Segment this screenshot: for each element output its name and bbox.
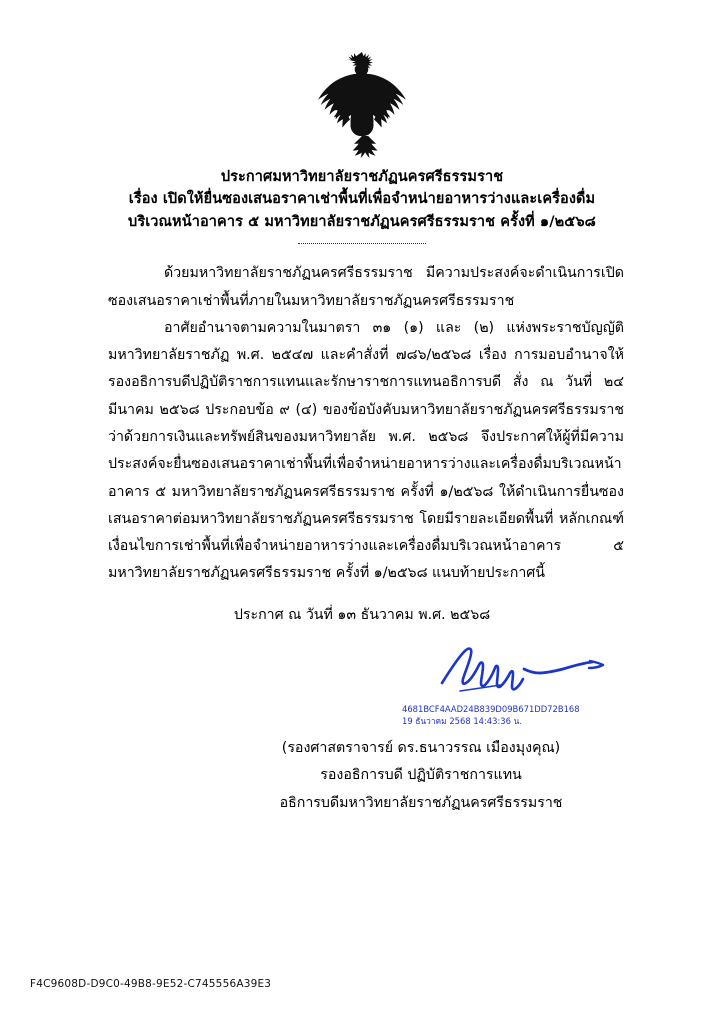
signature-area: [0, 631, 724, 749]
signatory-name: (รองศาสตราจารย์ ดร.ธนาวรรณ เมืองมุงคุณ): [281, 739, 561, 756]
signatory-position-1: รองอธิการบดี ปฏิบัติราชการแทน: [320, 767, 522, 784]
paragraph-2: [108, 315, 624, 588]
stamp-datetime: 19 ธันวาคม 2568 14:43:36 น.: [402, 716, 522, 727]
handwritten-signature-icon: [430, 639, 610, 709]
document-body: [108, 260, 624, 587]
document-heading: [0, 166, 724, 244]
heading-divider: [298, 243, 426, 244]
paragraph-1-text: ด้วยมหาวิทยาลัยราชภัฏนครศรีธรรมราช มีความประสงค์จะดำเนินการเปิดซองเสนอราคาเช่าพื้นที่ภายในมหาวิทยาลัยราชภัฏนครศรีธรรมราช: [108, 265, 624, 309]
heading-line-1: ประกาศมหาวิทยาลัยราชภัฏนครศรีธรรมราช: [220, 169, 504, 185]
garuda-emblem: [0, 0, 724, 160]
heading-line-2: เรื่อง เปิดให้ยื่นซองเสนอราคาเช่าพื้นที่เพื่อจำหน่ายอาหารว่างและเครื่องดื่ม: [128, 191, 596, 208]
document-hash: F4C9608D-D9C0-49B8-9E52-C745556A39E3: [30, 978, 272, 990]
stamp-id: 4681BCF4AAD24B839D09B671DD72B168: [402, 703, 580, 714]
paragraph-2-text: อาศัยอำนาจตามความในมาตรา ๓๑ (๑) และ (๒) แห่งพระราชบัญญัติมหาวิทยาลัยราชภัฏ พ.ศ. ๒๕๔๗ และคำสั่งที่ ๗๘๖/๒๕๖๘ เรื่อง การมอบอำนาจให้รองอธิการบดีปฏิบัติราชการแทนและรักษาราชการแทนอธิการบดี สั่ง ณ วันที่ ๒๔ มีนาคม ๒๕๖๘ ประกอบข้อ ๙ (๔) ของข้อบังคับมหาวิทยาลัยราชภัฏนครศรีธรรมราช ว่าด้วยการเงินและทรัพย์สินของมหาวิทยาลัย พ.ศ. ๒๕๖๘ จึงประกาศให้ผู้ที่มีความประสงค์จะยื่นซองเสนอราคาเช่าพื้นที่เพื่อจำหน่ายอาหารว่างและเครื่องดื่มบริเวณหน้าอาคาร ๕ มหาวิทยาลัยราชภัฏนครศรีธรรมราช ครั้งที่ ๑/๒๕๖๘ ให้ดำเนินการยื่นซองเสนอราคาต่อมหาวิทยาลัยราชภัฏนครศรีธรรมราช โดยมีรายละเอียดพื้นที่ หลักเกณฑ์ เงื่อนไขการเช่าพื้นที่เพื่อจำหน่ายอาหารว่างและเครื่องดื่มบริเวณหน้าอาคาร ๕ มหาวิทยาลัยราชภัฏนครศรีธรรมราช ครั้งที่ ๑/๒๕๖๘ แนบท้ายประกาศนี้: [108, 319, 624, 582]
heading-line-3: บริเวณหน้าอาคาร ๕ มหาวิทยาลัยราชภัฏนครศรีธรรมราช ครั้งที่ ๑/๒๕๖๘: [128, 213, 596, 230]
digital-signature-stamp: [402, 703, 580, 728]
paragraph-1: [108, 260, 624, 315]
dateline: ประกาศ ณ วันที่ ๑๓ ธันวาคม พ.ศ. ๒๕๖๘: [233, 606, 491, 623]
signatory-position-2: อธิการบดีมหาวิทยาลัยราชภัฏนครศรีธรรมราช: [279, 794, 563, 811]
